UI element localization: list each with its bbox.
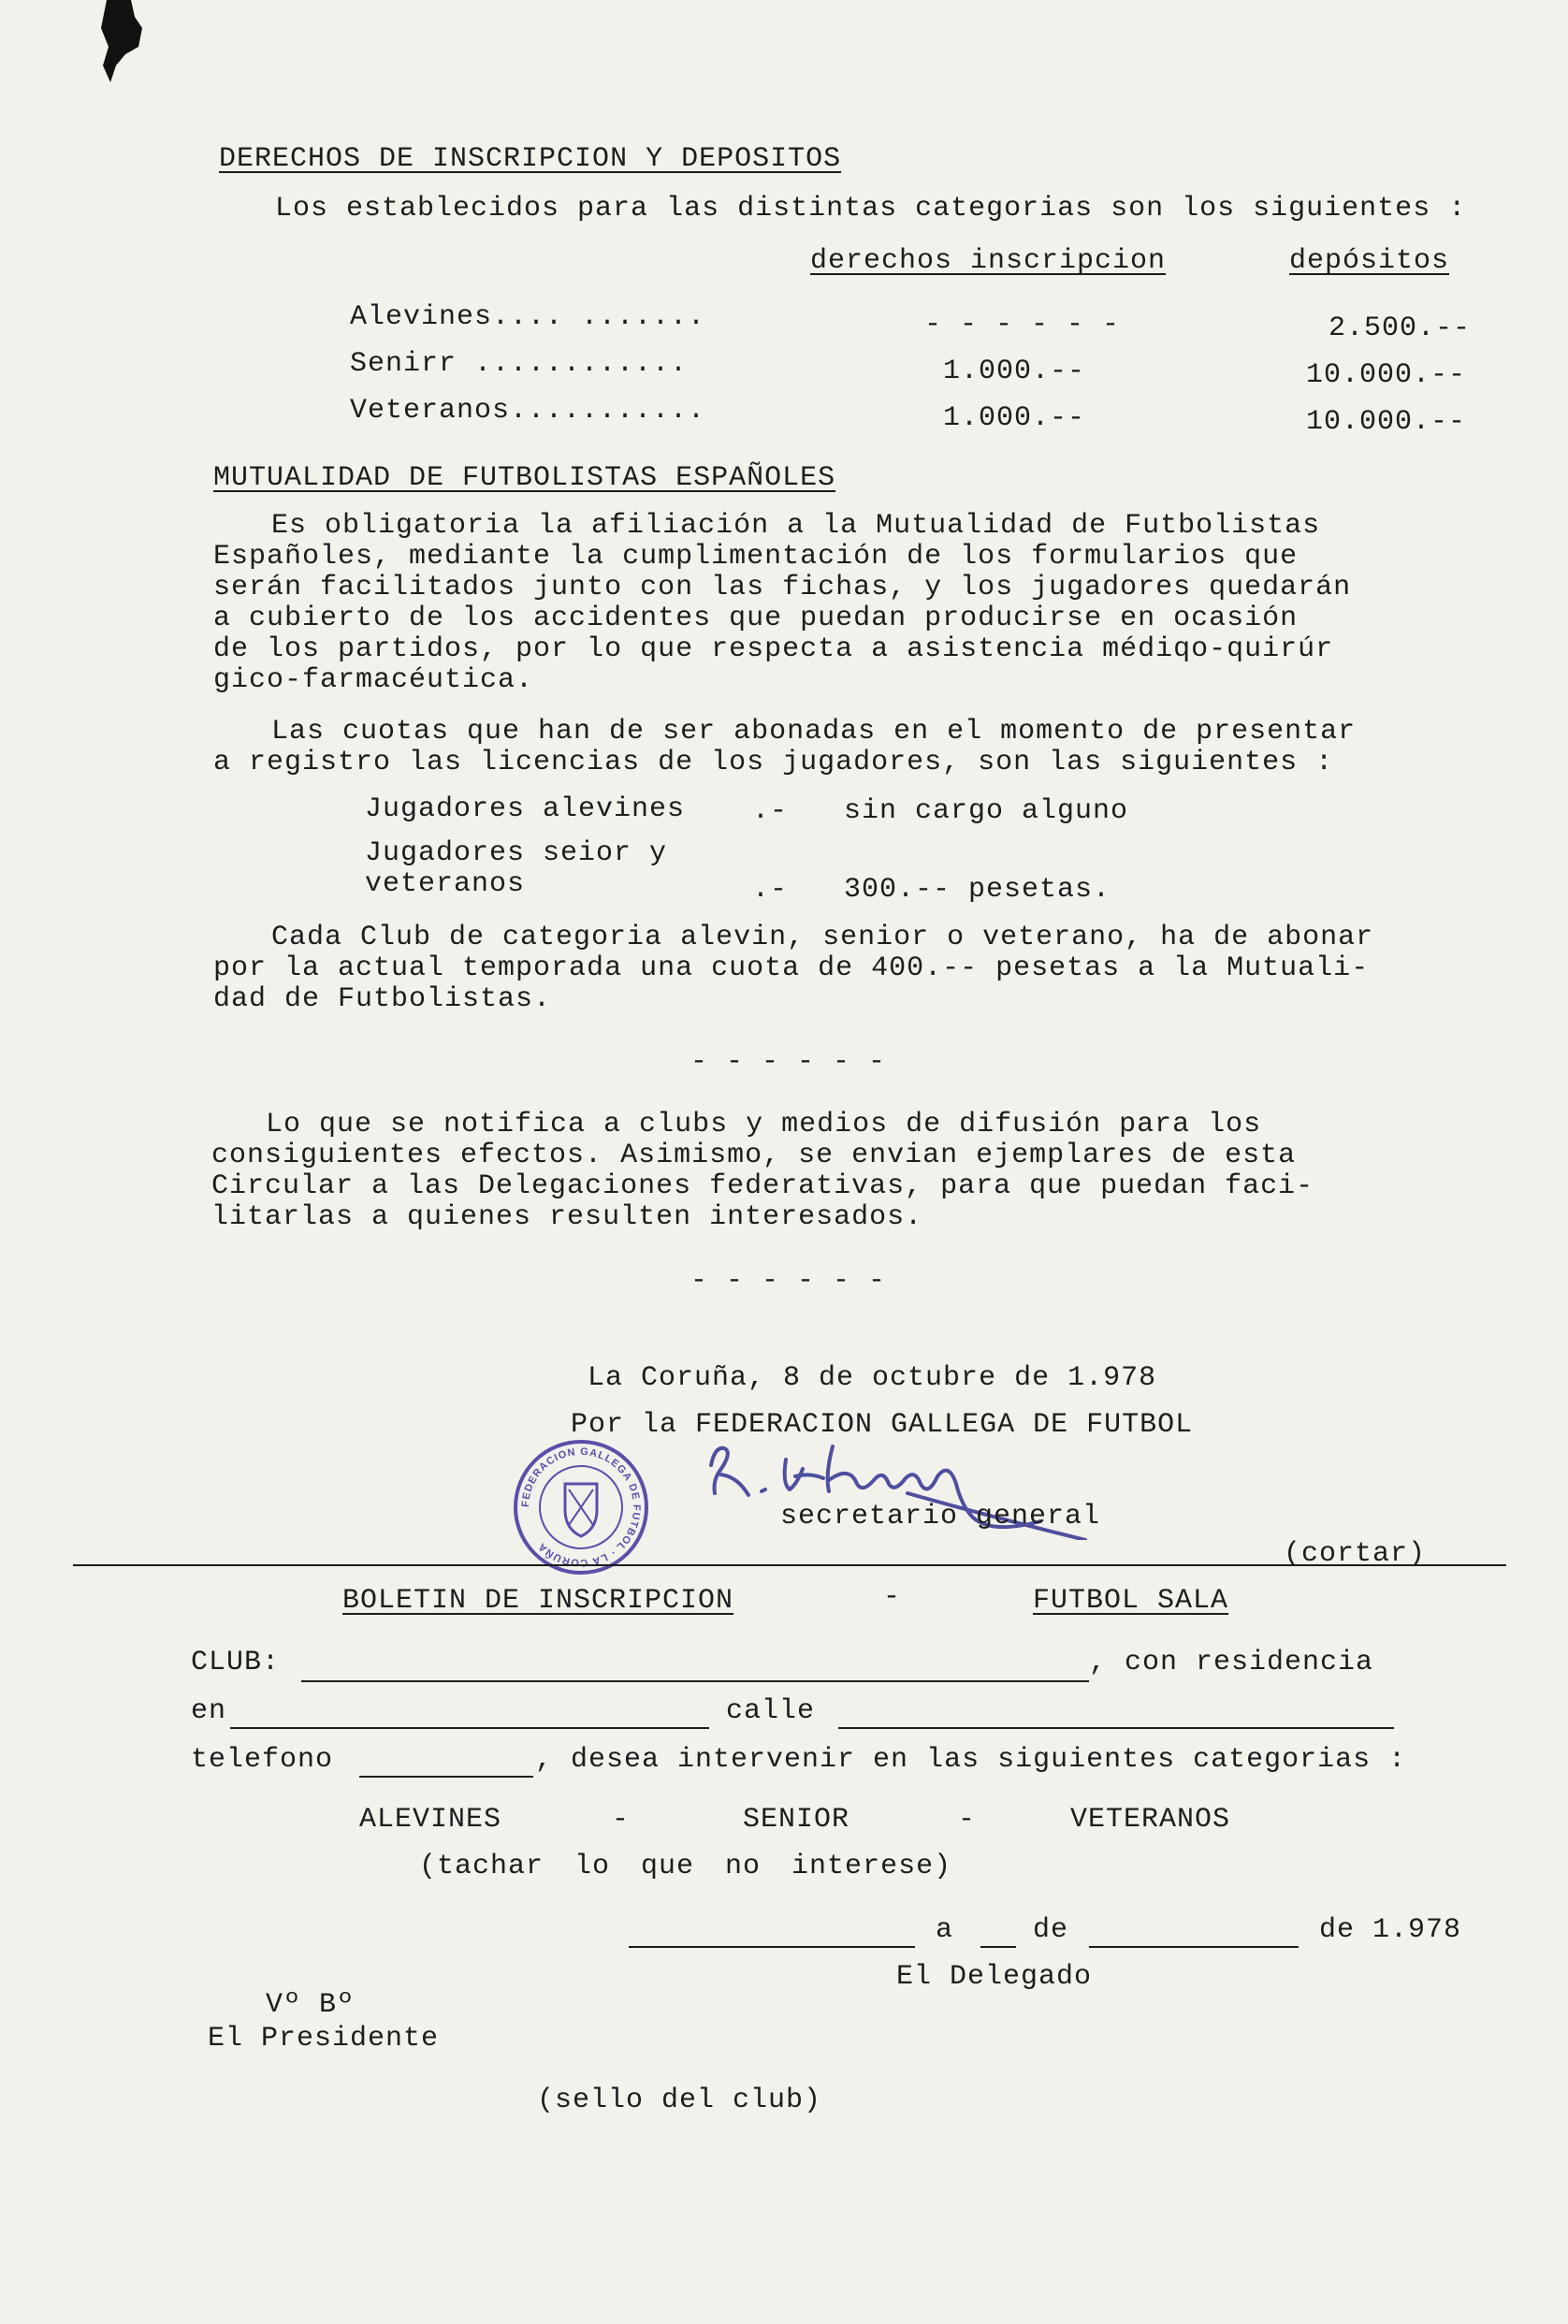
club-field[interactable] xyxy=(301,1654,1089,1692)
fee-row-deposito: 10.000.-- xyxy=(1306,406,1467,438)
torn-corner-mark xyxy=(94,0,150,84)
fee-item-sep: .- xyxy=(752,874,789,906)
federation-stamp xyxy=(511,1437,651,1577)
fee-item-value: 300.-- pesetas. xyxy=(844,874,1111,906)
vobo-label: Vº Bº xyxy=(266,1989,356,2021)
residencia-label: , con residencia xyxy=(1089,1647,1374,1678)
en-label: en xyxy=(191,1695,227,1727)
date-month-field[interactable] xyxy=(1089,1920,1299,1957)
stamp-text: FEDERACION GALLEGA DE FUTBOL · LA CORUÑA xyxy=(519,1445,643,1569)
divider-dashes: - - - - - - xyxy=(690,1265,887,1297)
date-day-field[interactable] xyxy=(629,1920,915,1957)
calle-field[interactable] xyxy=(838,1701,1394,1738)
derechos-intro: Los establecidos para las distintas categorias son los siguientes : xyxy=(275,193,1467,225)
heading-mutualidad: MUTUALIDAD DE FUTBOLISTAS ESPAÑOLES xyxy=(213,462,836,494)
col-header-depositos: depósitos xyxy=(1289,245,1450,277)
divider-dashes: - - - - - - xyxy=(690,1046,887,1078)
fee-row-inscripcion: 1.000.-- xyxy=(943,402,1086,434)
presidente-label: El Presidente xyxy=(208,2023,440,2055)
date-a-label: a xyxy=(936,1914,954,1946)
date-year-label: de 1.978 xyxy=(1319,1914,1462,1946)
telefono-label: telefono xyxy=(191,1744,334,1776)
category-veteranos[interactable]: VETERANOS xyxy=(1070,1804,1231,1836)
fee-row-deposito: 2.500.-- xyxy=(1328,312,1472,344)
fee-item-sep: .- xyxy=(752,795,789,827)
mutualidad-paragraph-3: Cada Club de categoria alevin, senior o veterano, ha de abonar por la actual temporada una cuota de 400.-- pesetas a la Mutuali- dad de Futbolistas. xyxy=(213,922,1374,1015)
fee-row-label: Senirr ............ xyxy=(350,348,689,380)
sello-label: (sello del club) xyxy=(537,2084,822,2116)
signoff-role: secretario general xyxy=(780,1501,1101,1532)
heading-derechos: DERECHOS DE INSCRIPCION Y DEPOSITOS xyxy=(219,143,842,175)
fee-row-label: Veteranos........... xyxy=(350,395,706,427)
club-label: CLUB: xyxy=(191,1647,281,1678)
date-de-label: de xyxy=(1033,1914,1069,1946)
notice-paragraph: Lo que se notifica a clubs y medios de difusión para los consiguientes efectos. Asimismo, se envian ejemplares de esta Circular a las Delegaciones federativas, para que puedan faci- litarlas a quienes resulten interesados. xyxy=(211,1109,1314,1233)
cut-label: (cortar) xyxy=(1284,1538,1427,1570)
mutualidad-paragraph-2: Las cuotas que han de ser abonadas en el momento de presentar a registro las licencias de los jugadores, son las siguientes : xyxy=(213,716,1357,778)
fee-row-label: Alevines.... ....... xyxy=(350,301,706,333)
fee-row-inscripcion: 1.000.-- xyxy=(943,356,1086,387)
signoff-federation: Por la FEDERACION GALLEGA DE FUTBOL xyxy=(571,1409,1194,1441)
category-alevines[interactable]: ALEVINES xyxy=(359,1804,502,1836)
fee-item-label: Jugadores seior y veteranos xyxy=(365,837,668,900)
delegado-label: El Delegado xyxy=(896,1961,1093,1993)
fee-row-inscripcion: - - - - - - xyxy=(924,309,1121,341)
telefono-tail: , desea intervenir en las siguientes categorias : xyxy=(535,1744,1407,1776)
col-header-inscripcion: derechos inscripcion xyxy=(810,245,1167,277)
form-title: BOLETIN DE INSCRIPCION xyxy=(342,1585,734,1617)
en-field[interactable] xyxy=(230,1701,709,1738)
strike-note: (tachar lo que no interese) xyxy=(419,1851,952,1882)
fee-item-label: Jugadores alevines xyxy=(365,793,686,825)
category-separator: - xyxy=(612,1804,631,1836)
date-num-field[interactable] xyxy=(980,1920,1016,1957)
telefono-field[interactable] xyxy=(359,1750,533,1787)
form-subtitle: FUTBOL SALA xyxy=(1033,1585,1229,1617)
form-title-dash: - xyxy=(883,1581,902,1613)
category-separator: - xyxy=(958,1804,977,1836)
fee-item-value: sin cargo alguno xyxy=(844,795,1129,827)
mutualidad-paragraph-1: Es obligatoria la afiliación a la Mutualidad de Futbolistas Españoles, mediante la cumplimentación de los formularios que serán facilitados junto con las fichas, y los jugadores quedarán a cubierto de los accidentes que puedan producirse en ocasión de los partidos, por lo que respecta a asistencia médiqo-quirúr gico-farmacéutica. xyxy=(213,510,1352,696)
fee-row-deposito: 10.000.-- xyxy=(1306,359,1467,391)
calle-label: calle xyxy=(726,1695,816,1727)
category-senior[interactable]: SENIOR xyxy=(743,1804,850,1836)
signoff-date: La Coruña, 8 de octubre de 1.978 xyxy=(588,1362,1157,1394)
